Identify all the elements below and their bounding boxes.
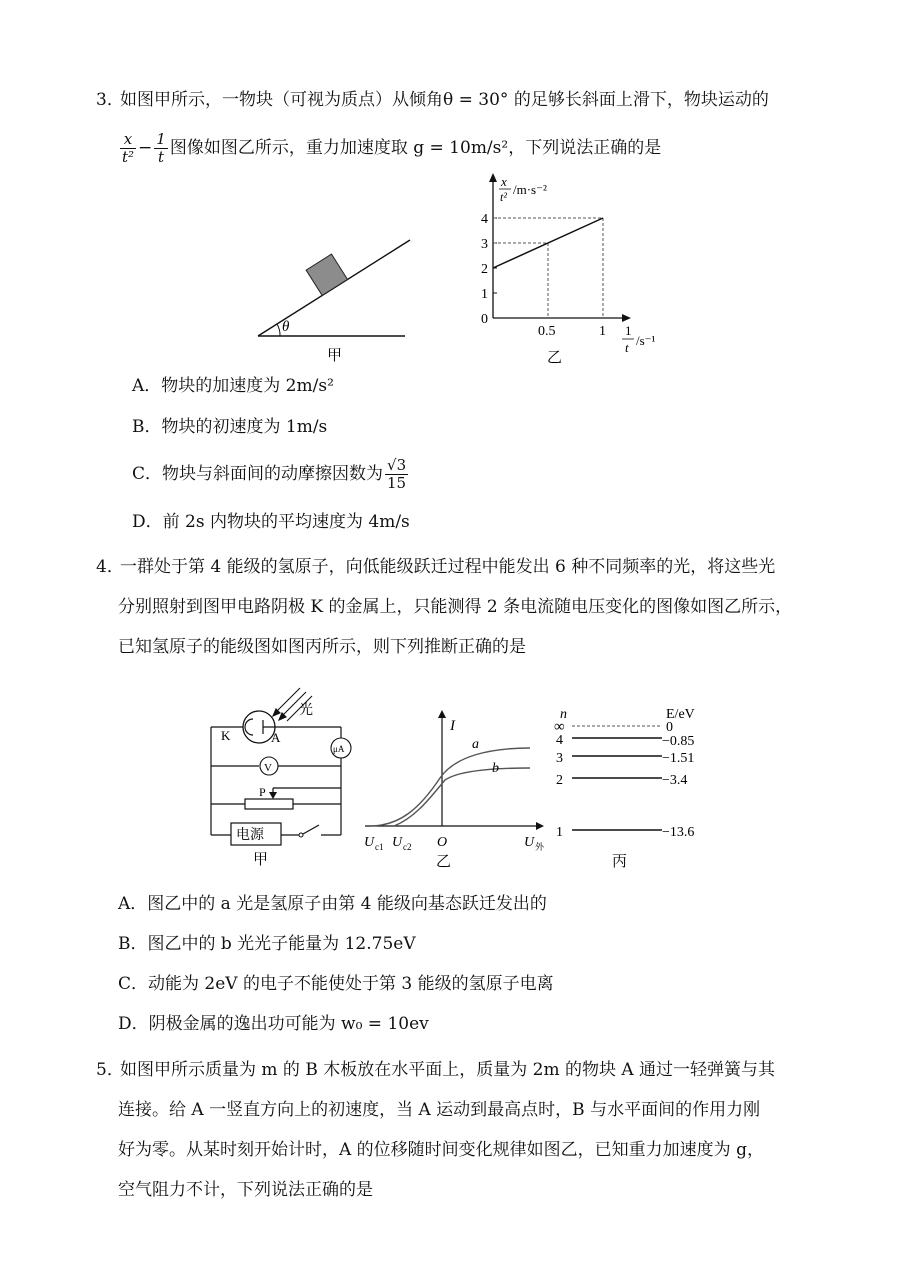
q3-stem-line1 <box>96 88 769 112</box>
curve-a <box>370 748 530 826</box>
caption-yi-q4: 乙 <box>436 854 452 870</box>
rheostat <box>245 799 293 809</box>
q4-option-a: A．图乙中的 a 光是氢原子由第 4 能级向基态跃迁发出的 <box>118 894 547 914</box>
q5-number: 5． <box>96 1060 124 1080</box>
q4-figure-iu-curves <box>360 708 550 870</box>
b-curve-label: b <box>492 761 499 776</box>
level-n-4: 4 <box>556 733 563 748</box>
xlabel-num: 1 <box>625 323 632 338</box>
uc1-label: U <box>364 835 375 850</box>
p-label: P <box>259 785 266 799</box>
level-e-inf: 0 <box>666 720 673 735</box>
theta-label: θ <box>282 319 290 335</box>
q3-option-c-text: C．物块与斜面间的动摩擦因数为 <box>132 464 384 484</box>
level-n-2: 2 <box>556 773 563 788</box>
uc2-sub: c2 <box>403 842 412 852</box>
q3-option-a: A．物块的加速度为 2m/s² <box>132 376 334 396</box>
q5-stem-line4: 空气阻力不计，下列说法正确的是 <box>118 1180 373 1200</box>
level-e-4: −0.85 <box>662 734 695 749</box>
q3-frac-x-t2: $\frac{x}{\text{t²}}$ <box>122 130 135 166</box>
q4-option-c: C．动能为 2eV 的电子不能使处于第 3 能级的氢原子电离 <box>118 974 554 994</box>
source-label: 电源 <box>236 828 264 843</box>
switch <box>303 825 319 834</box>
i-label: I <box>450 718 455 734</box>
level-n-inf: ∞ <box>554 719 565 735</box>
e-label: E/eV <box>666 707 695 722</box>
q3-option-d: D．前 2s 内物块的平均速度为 4m/s <box>132 512 410 532</box>
caption-yi: 乙 <box>547 350 563 366</box>
y-ticks <box>481 212 497 327</box>
uc2-label: U <box>392 835 403 850</box>
q5-stem-line2: 连接。给 A 一竖直方向上的初速度，当 A 运动到最高点时，B 与水平面间的作用力刚 <box>118 1100 761 1120</box>
x-axis-arrow <box>622 314 631 322</box>
q5-stem-line3: 好为零。从某时刻开始计时，A 的位移随时间变化规律如图乙，已知重力加速度为 g， <box>118 1140 764 1160</box>
v-label: V <box>264 762 272 774</box>
q4-stem-line3: 已知氢原子的能级图如图丙所示，则下列推断正确的是 <box>118 637 526 657</box>
q4-option-b: B．图乙中的 b 光光子能量为 12.75eV <box>118 934 416 954</box>
q3-frac-1-t: $\frac{1}{t}$ <box>156 130 166 166</box>
level-e-1: −13.6 <box>662 825 695 840</box>
q4-number: 4． <box>96 557 124 577</box>
q3-option-c-frac: $\frac{√3}{15}$ <box>387 456 407 492</box>
ua-label: μA <box>333 744 345 754</box>
u-sub: 外 <box>535 842 545 852</box>
q4-option-d: D．阴极金属的逸出功可能为 w₀ = 10ev <box>118 1014 429 1034</box>
xlabel-den: t <box>625 340 629 355</box>
q4-figure-circuit <box>205 680 365 870</box>
cathode <box>245 719 253 735</box>
y-tick-label-0: 0 <box>481 312 488 327</box>
angle-arc <box>277 324 280 336</box>
x-tick-label-0.5: 0.5 <box>538 324 556 339</box>
uc1-sub: c1 <box>375 842 384 852</box>
guide-lines <box>493 218 603 318</box>
x-ticks <box>538 324 606 339</box>
y-axis-arrow <box>489 173 497 182</box>
origin-label: O <box>437 835 448 850</box>
caption-jia-q4: 甲 <box>253 852 269 868</box>
q4-figure-energy-levels <box>548 700 718 870</box>
q4-text-line1: 一群处于第 4 能级的氢原子，向低能级跃迁过程中能发出 6 种不同频率的光，将这些光 <box>120 557 776 577</box>
y-tick-label-3: 3 <box>481 237 488 252</box>
level-n-3: 3 <box>556 751 563 766</box>
q3-option-b: B．物块的初速度为 1m/s <box>132 417 328 437</box>
curve-b <box>394 768 530 826</box>
level-n-1: 1 <box>556 825 563 840</box>
light-label: 光 <box>299 703 313 718</box>
q4-stem-line1 <box>96 555 775 579</box>
k-label: K <box>221 728 231 743</box>
level-e-2: −3.4 <box>662 773 688 788</box>
a-curve-label: a <box>472 737 479 752</box>
q3-minus: − <box>138 138 153 158</box>
ylabel-num: x <box>501 174 507 189</box>
ylabel-unit: /m·s⁻² <box>513 182 547 197</box>
level-e-3: −1.51 <box>662 751 695 766</box>
y-tick-label-4: 4 <box>481 212 488 227</box>
caption-bing: 丙 <box>612 854 628 870</box>
q3-option-c <box>132 452 410 496</box>
xlabel-unit: /s⁻¹ <box>636 333 656 348</box>
q5-text-line1: 如图甲所示质量为 m 的 B 木板放在水平面上，质量为 2m 的物块 A 通过一轻弹簧与其 <box>120 1060 776 1080</box>
a-label: A <box>271 730 281 745</box>
q3-number: 3． <box>96 90 124 110</box>
u-label: U <box>524 835 535 850</box>
q3-chart <box>465 168 675 368</box>
block <box>306 254 347 295</box>
q3-stem-line2 <box>118 128 661 168</box>
q5-stem-line1 <box>96 1058 775 1082</box>
q3-figure-incline <box>250 230 420 370</box>
caption-jia: 甲 <box>327 348 343 364</box>
slider-p <box>269 792 277 799</box>
n-label: n <box>560 707 567 722</box>
y-tick-label-2: 2 <box>481 262 488 277</box>
y-tick-label-1: 1 <box>481 287 488 302</box>
q4-stem-line2: 分别照射到图甲电路阴极 K 的金属上，只能测得 2 条电流随电压变化的图像如图乙所示， <box>118 597 793 617</box>
x-tick-label-1: 1 <box>599 324 606 339</box>
q3-text-line1: 如图甲所示，一物块（可视为质点）从倾角θ = 30° 的足够长斜面上滑下，物块运动的 <box>120 90 769 110</box>
ylabel-den: t² <box>500 190 507 204</box>
q3-text-line2: 图像如图乙所示，重力加速度取 g = 10m/s²，下列说法正确的是 <box>169 138 662 158</box>
